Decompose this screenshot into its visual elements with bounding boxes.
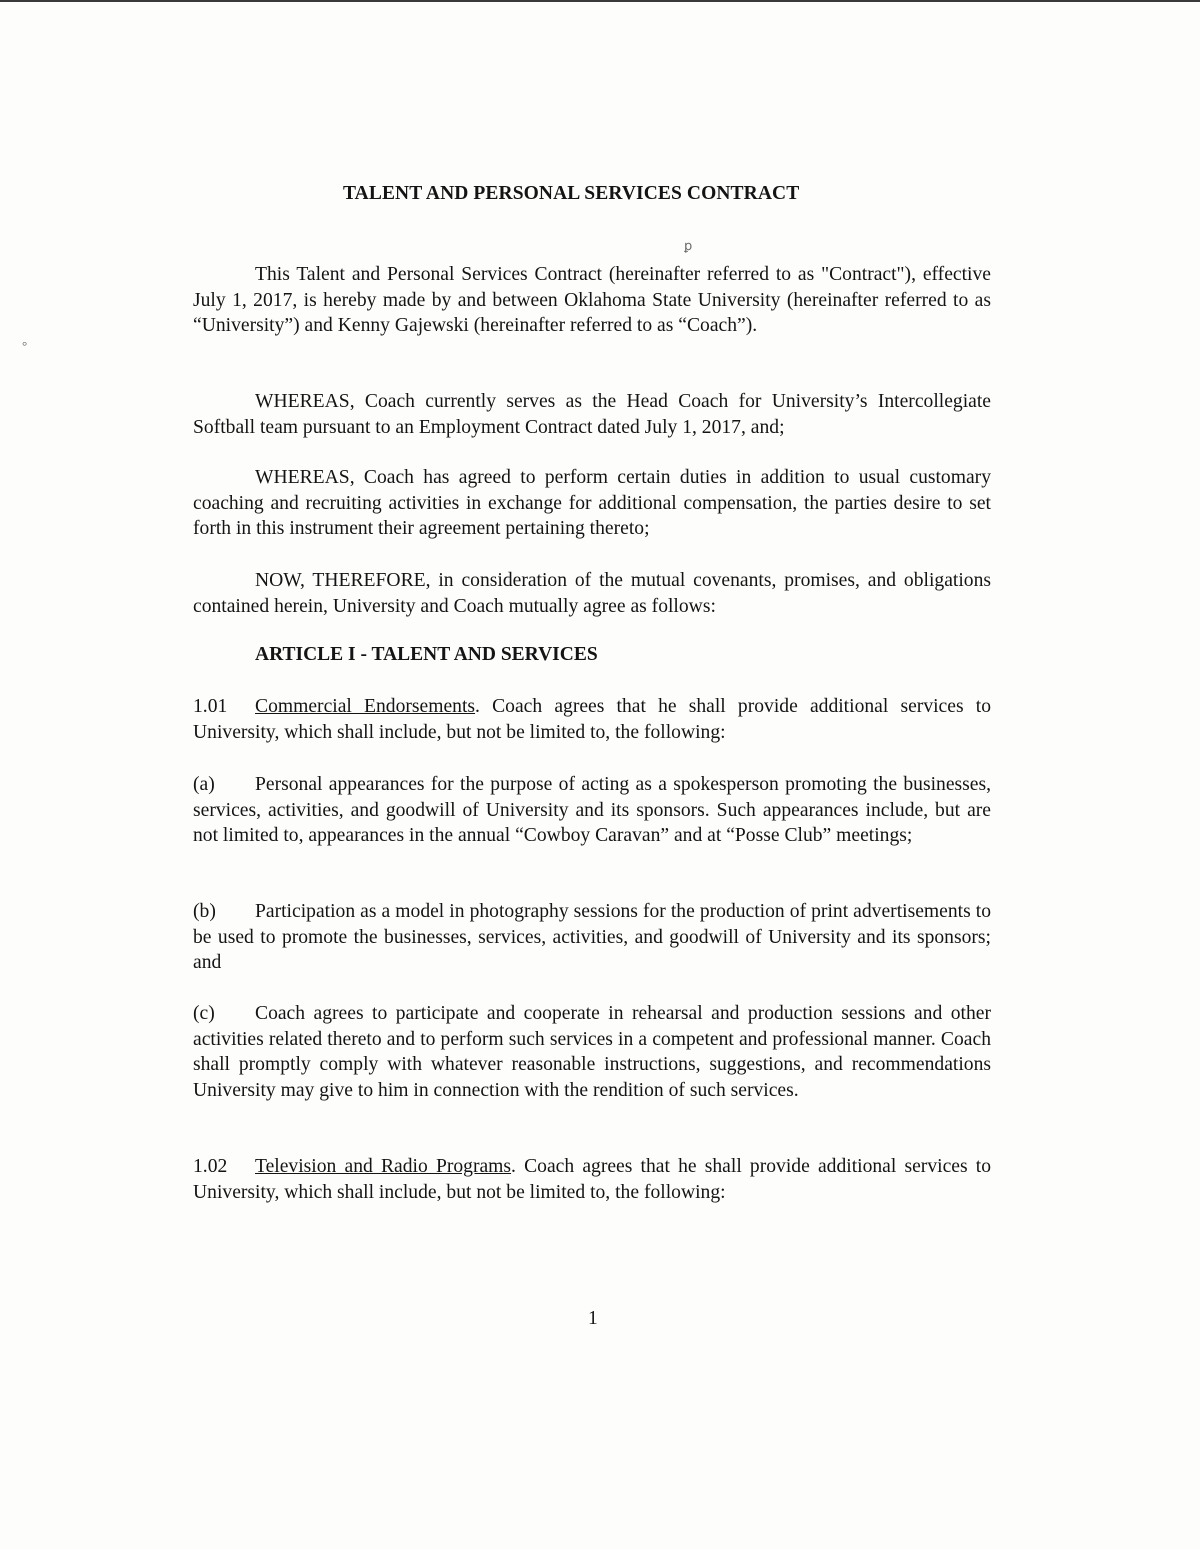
now-therefore-paragraph: NOW, THEREFORE, in consideration of the mutual covenants, promises, and obligations contained herein, University and Coach mutually agree as follows: xyxy=(193,570,991,617)
item-label: (b) xyxy=(193,901,216,922)
section-1-01 xyxy=(193,694,991,745)
item-label: (c) xyxy=(193,1003,215,1024)
section-1-02 xyxy=(193,1154,991,1205)
document-title: TALENT AND PERSONAL SERVICES CONTRACT xyxy=(343,183,800,204)
whereas-paragraph-2: WHEREAS, Coach has agreed to perform certain duties in addition to usual customary coaching and recruiting activities in exchange for additional compensation, the parties desire to set forth in this instrument their agreement pertaining thereto; xyxy=(193,467,991,539)
scan-speck: ꝑ xyxy=(684,238,693,253)
item-text: Personal appearances for the purpose of acting as a spokesperson promoting the businesses, services, activities, and goodwill of University and its sponsors. Such appearances include, but are not limited to, appearances in the annual “Cowboy Caravan” and at “Posse Club” meetings; xyxy=(193,774,991,846)
item-b xyxy=(193,899,991,976)
item-text: Coach agrees to participate and cooperate in rehearsal and production sessions and other activities related thereto and to perform such services in a competent and professional manner. Coach shall promptly comply with whatever reasonable instructions, suggestions, and recommendations University may give to him in connection with the rendition of such services. xyxy=(193,1003,991,1101)
section-heading: Commercial Endorsements xyxy=(255,696,476,717)
section-text: . Coach agrees that he shall provide additional services to University, which shall include, but not be limited to, the following: xyxy=(193,696,991,743)
article-heading: ARTICLE I - TALENT AND SERVICES xyxy=(255,644,598,665)
section-text: . Coach agrees that he shall provide additional services to University, which shall include, but not be limited to, the following: xyxy=(193,1156,991,1203)
section-number: 1.01 xyxy=(193,696,228,717)
item-c xyxy=(193,1001,991,1103)
scan-speck: ° xyxy=(22,338,28,353)
scan-edge-line xyxy=(0,0,1200,2)
page-number: 1 xyxy=(588,1308,598,1329)
item-a xyxy=(193,772,991,849)
section-heading: Television and Radio Programs xyxy=(255,1156,512,1177)
intro-paragraph: This Talent and Personal Services Contract (hereinafter referred to as "Contract"), effective July 1, 2017, is hereby made by and between Oklahoma State University (hereinafter referred to as “University”) and Kenny Gajewski (hereinafter referred to as “Coach”). xyxy=(193,264,991,336)
section-number: 1.02 xyxy=(193,1156,228,1177)
whereas-paragraph-1: WHEREAS, Coach currently serves as the Head Coach for University’s Intercollegiate Softball team pursuant to an Employment Contract dated July 1, 2017, and; xyxy=(193,391,991,438)
item-label: (a) xyxy=(193,774,215,795)
item-text: Participation as a model in photography sessions for the production of print advertisements to be used to promote the businesses, services, activities, and goodwill of University and its sponsors; and xyxy=(193,901,991,973)
